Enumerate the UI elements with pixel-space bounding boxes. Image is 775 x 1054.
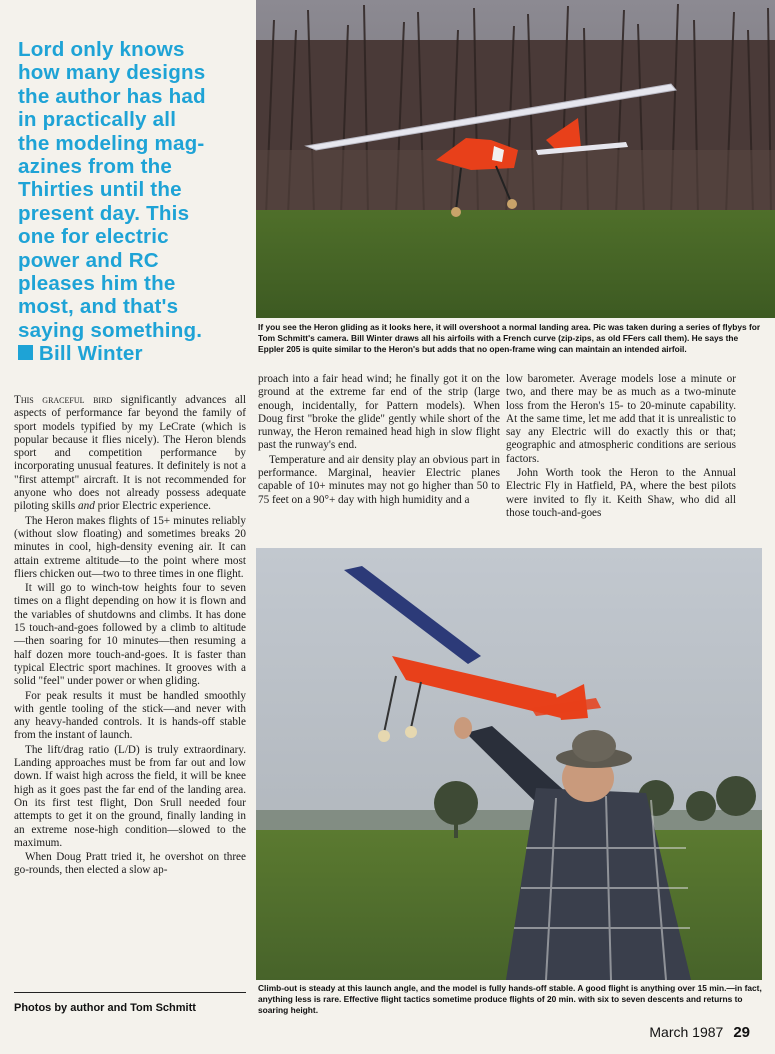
intro-line: most, and that's <box>18 295 179 319</box>
intro-line: pleases him the <box>18 272 176 296</box>
intro-line: how many designs <box>18 61 206 85</box>
lead-in: This graceful bird <box>14 394 113 406</box>
page-number: 29 <box>733 1024 750 1041</box>
intro-line: the modeling mag- <box>18 131 205 155</box>
top-photo-caption: If you see the Heron gliding as it looks here, it will overshoot a normal landing area. Pic was taken during a series of flybys for Tom Schmitt's camera. Bill Winter draws all his airfoils with a French curve (zip-zips, as old FFers call them). He says the Eppler 205 is quite similar to the Heron's but adds that no open-frame wing can maintain an intended airfoil. <box>258 322 761 354</box>
author-byline <box>18 342 253 365</box>
paragraph: This graceful bird significantly advances all aspects of performance far beyond the family of sport models typified by my LeCrate (which is popular because it flies nicely). The Heron blends sport and competition performance by incorporating unusual features. It definitely is not a "first attempt" aircraft. It is not recommended for anyone who does not already possess adequate piloting skills and prior Electric experience. <box>14 394 246 513</box>
author-name: Bill Winter <box>38 342 143 366</box>
intro-line: Thirties until the <box>18 178 182 202</box>
paragraph: When Doug Pratt tried it, he overshot on three go-rounds, then elected a slow ap- <box>14 851 246 877</box>
bottom-photo-caption: Climb-out is steady at this launch angle, and the model is fully hands-off stable. A good flight is anything over 15 min.—in fact, anything less is rare. Effective flight tactics sometime produce flights of 20 min. with six to seven descents and returns to soaring height. <box>258 983 762 1015</box>
paragraph: The lift/drag ratio (L/D) is truly extraordinary. Landing approaches must be from far out and low down. If waist high across the field, it will be knee high as it goes past the far end of the landing area. On its first test flight, Don Srull needed four attempts to get it on the ground, finally landing in an extreme nose-high condition—slowed to the maximum. <box>14 743 246 849</box>
photo-heron-gliding <box>256 0 775 318</box>
intro-line: present day. This <box>18 201 190 225</box>
credit-divider <box>14 992 246 993</box>
photo-hand-launch <box>256 548 762 980</box>
paragraph: The Heron makes flights of 15+ minutes reliably (without slow floating) and sometimes breaks 20 minutes in cool, high-density evening air. It can attain extreme altitude—to the point where most fliers chicken out—two to three times in one flight. <box>14 514 246 580</box>
photo-credit: Photos by author and Tom Schmitt <box>14 1002 196 1014</box>
paragraph: John Worth took the Heron to the Annual Electric Fly in Hatfield, PA, where the best pilots were invited to fly it. Keith Shaw, who did all those touch-and-goes <box>506 467 736 519</box>
paragraph: proach into a fair head wind; he finally got it on the ground at the extreme far end of the strip (large enough, incidentally, for Pattern models). When Doug first "broke the glide" gently while short of the runway, the Heron remained head high in slow flight past the runway's end. <box>258 373 500 452</box>
article-column-3 <box>506 373 736 521</box>
paragraph: For peak results it must be handled smoothly with gentle tooling of the stick—and never with any heavy-handed controls. It is hands-off stable from the instant of launch. <box>14 689 246 742</box>
paragraph: low barometer. Average models lose a minute or two, and there may be as much as a two-minute loss from the Heron's 15- to 20-minute capability. At the same time, let me add that it is unrealistic to say any Electric will do exactly this or that; geographic and atmospheric conditions are serious factors. <box>506 373 736 465</box>
intro-line: Lord only knows <box>18 38 185 61</box>
square-bullet-icon <box>18 345 33 360</box>
page-footer <box>649 1024 750 1041</box>
intro-line: saying something. <box>18 318 203 342</box>
article-column-2 <box>258 373 500 508</box>
issue-date: March 1987 <box>649 1024 724 1040</box>
intro-line: the author has had <box>18 84 206 108</box>
intro-line: power and RC <box>18 248 159 272</box>
intro-line: azines from the <box>18 155 173 179</box>
paragraph: Temperature and air density play an obvious part in performance. Marginal, heavier Electric planes capable of 10+ minutes may not go higher than 50 to 75 feet on a 90°+ day with high humidity and a <box>258 453 500 506</box>
intro-line: in practically all <box>18 108 177 132</box>
intro-pull-quote <box>18 38 253 366</box>
paragraph: It will go to winch-tow heights four to seven times on a flight depending on how it is flown and the variables of shutdowns and climbs. It has done 15 touch-and-goes followed by a climb to altitude—then soaring for 10 minutes—then resuming a half dozen more touch-and-goes. It is faster than typical Electric sport machines. It grooves with a solid "feel" under power or when gliding. <box>14 582 246 688</box>
intro-line: one for electric <box>18 225 169 249</box>
article-column-1 <box>14 394 246 879</box>
